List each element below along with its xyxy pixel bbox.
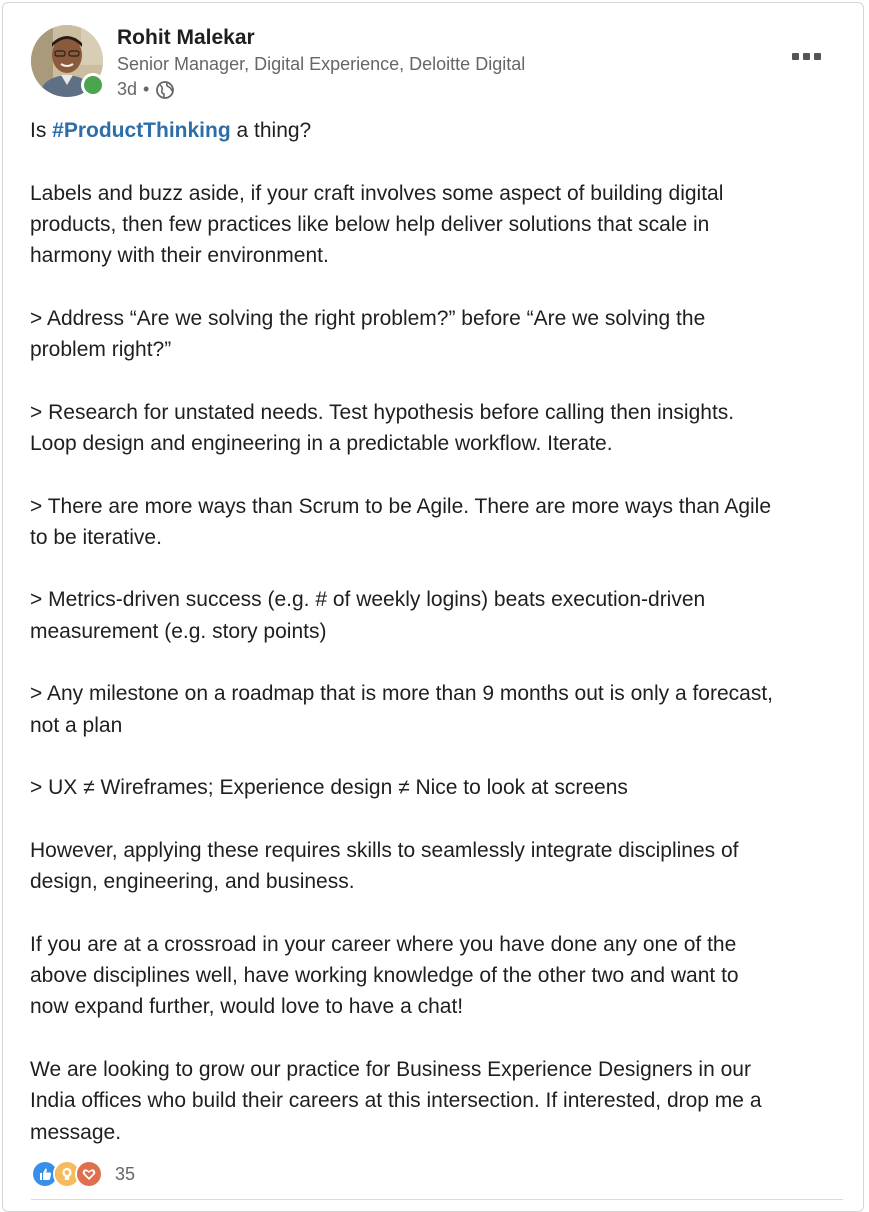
post-meta — [117, 79, 175, 100]
text-line: above disciplines well, have working knowledge of the other two and want to — [30, 964, 739, 988]
bullet-point — [30, 678, 845, 741]
paragraph — [30, 929, 845, 1023]
more-dot-icon — [792, 53, 799, 60]
text-line: to be iterative. — [30, 525, 162, 549]
text-line: not a plan — [30, 713, 123, 737]
text-line: Loop design and engineering in a predictable workflow. Iterate. — [30, 431, 613, 455]
online-status-icon — [81, 73, 105, 97]
text-line: India offices who build their careers at this intersection. If interested, drop me a — [30, 1089, 762, 1113]
paragraph — [30, 178, 845, 272]
text-line: harmony with their environment. — [30, 244, 329, 268]
post-card — [2, 2, 864, 1212]
author-name[interactable]: Rohit Malekar — [117, 26, 255, 49]
post-header — [31, 23, 851, 103]
love-icon — [75, 1160, 103, 1188]
bullet-point — [30, 491, 845, 554]
post-time: 3d — [117, 79, 138, 99]
paragraph — [30, 1054, 845, 1148]
intro-prefix: Is — [30, 119, 53, 142]
text-line: We are looking to grow our practice for Business Experience Designers in our — [30, 1057, 751, 1081]
text-line: message. — [30, 1120, 122, 1144]
bullet-point — [30, 303, 845, 366]
text-line: If you are at a crossroad in your career where you have done any one of the — [30, 932, 737, 956]
author-headline: Senior Manager, Digital Experience, Deloitte Digital — [117, 54, 526, 74]
text-line: > Metrics-driven success (e.g. # of weekly logins) beats execution-driven — [30, 588, 706, 612]
more-dot-icon — [803, 53, 810, 60]
hashtag-link[interactable]: #ProductThinking — [52, 119, 231, 142]
text-line: > UX ≠ Wireframes; Experience design ≠ Nice to look at screens — [30, 776, 628, 800]
text-line: design, engineering, and business. — [30, 870, 355, 894]
text-line: > There are more ways than Scrum to be Agile. There are more ways than Agile — [30, 494, 772, 518]
text-line: measurement (e.g. story points) — [30, 619, 327, 643]
text-line: products, then few practices like below help deliver solutions that scale in — [30, 212, 710, 236]
more-dot-icon — [814, 53, 821, 60]
bullet-point — [30, 584, 845, 647]
text-line: > Address “Are we solving the right problem?” before “Are we solving the — [30, 306, 706, 330]
text-line: problem right?” — [30, 338, 172, 362]
text-line: now expand further, would love to have a chat! — [30, 995, 464, 1019]
meta-separator: • — [143, 79, 150, 99]
paragraph — [30, 835, 845, 898]
bullet-point — [30, 397, 845, 460]
post-body — [30, 115, 845, 1179]
intro-suffix: a thing? — [230, 119, 312, 142]
post-intro — [30, 115, 845, 146]
text-line: > Any milestone on a roadmap that is more than 9 months out is only a forecast, — [30, 682, 773, 706]
more-options-button[interactable] — [789, 49, 823, 63]
reactions-bar[interactable] — [31, 1160, 135, 1188]
reaction-count[interactable]: 35 — [115, 1163, 136, 1184]
globe-icon — [155, 80, 175, 100]
bullet-point — [30, 772, 845, 803]
text-line: However, applying these requires skills to seamlessly integrate disciplines of — [30, 838, 739, 862]
text-line: Labels and buzz aside, if your craft involves some aspect of building digital — [30, 181, 724, 205]
text-line: > Research for unstated needs. Test hypothesis before calling then insights. — [30, 400, 735, 424]
